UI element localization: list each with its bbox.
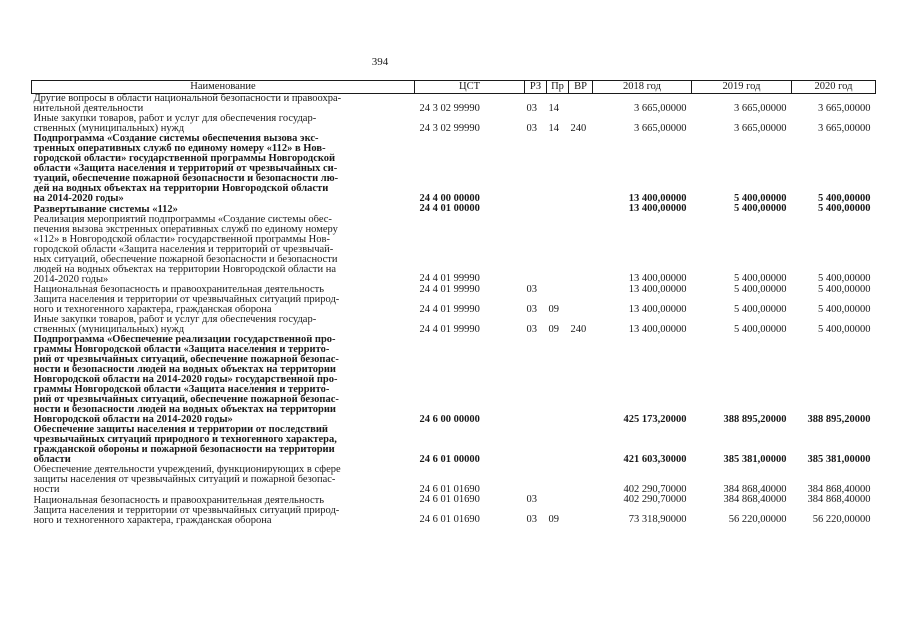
table-row	[32, 204, 876, 215]
cell-pr: 14	[548, 102, 559, 114]
cell-2019: 388 895,20000	[723, 413, 787, 425]
column-header-2019: 2019 год	[692, 81, 792, 94]
cell-pr	[547, 134, 569, 204]
column-header-2020: 2020 год	[792, 81, 876, 94]
cell-cst: 24 4 00 00000	[419, 192, 480, 204]
cell-rz	[525, 204, 547, 215]
cell-2019: 5 400,00000	[734, 323, 787, 335]
cell-2018: 13 400,00000	[628, 303, 687, 315]
cell-pr: 14	[548, 122, 559, 134]
column-header-cst: ЦСТ	[415, 81, 525, 94]
cell-pr	[547, 495, 569, 506]
cell-2020: 5 400,00000	[818, 284, 871, 295]
cell-2018: 13 400,00000	[628, 273, 687, 284]
cell-name: Национальная безопасность и правоохранительная деятельность	[33, 284, 325, 295]
cell-2019: 384 868,40000	[723, 495, 787, 505]
table-row	[32, 465, 876, 495]
column-header-vr: ВР	[569, 81, 593, 94]
cell-rz: 03	[526, 514, 537, 525]
cell-name: Обеспечение деятельности учреждений, функционирующих в сфере защиты населения от чрезвычайных ситуаций и пожарной безопас- ности	[33, 465, 341, 495]
column-header-name: Наименование	[32, 81, 415, 94]
cell-cst: 24 4 01 99990	[419, 323, 480, 335]
cell-2019: 385 381,00000	[723, 453, 787, 465]
cell-pr	[547, 285, 569, 296]
cell-rz: 03	[526, 122, 537, 134]
table-row	[32, 134, 876, 204]
cell-rz: 03	[526, 303, 537, 315]
cell-rz: 03	[526, 323, 537, 335]
cell-vr	[569, 94, 593, 115]
cell-vr	[569, 465, 593, 495]
cell-2018: 425 173,20000	[623, 413, 687, 425]
cell-2020: 5 400,00000	[818, 204, 871, 214]
cell-vr: 240	[570, 122, 587, 134]
cell-2018: 13 400,00000	[628, 284, 687, 295]
cell-name: Развертывание системы «112»	[33, 204, 178, 215]
cell-2019: 5 400,00000	[734, 273, 787, 284]
cell-vr	[569, 134, 593, 204]
cell-name: Реализация мероприятий подпрограммы «Создание системы обес- печения вызова экстренных оперативных служб по единому номеру «112» в Новгородской области» государственной программы Нов- городской области «Защита населения и территорий от чрезвычай- ных ситуаций, обеспечение пожарной безопасности и безопасности людей на водных объектах на территории Новгородской области на 2014-2020 годы»	[33, 214, 338, 285]
cell-2018: 421 603,30000	[623, 453, 687, 465]
table-row	[32, 285, 876, 296]
cell-cst: 24 4 01 99990	[419, 303, 480, 315]
cell-2018: 402 290,70000	[623, 483, 687, 495]
cell-pr	[547, 204, 569, 215]
column-header-rz: РЗ	[525, 81, 547, 94]
cell-pr	[547, 215, 569, 285]
cell-2019: 5 400,00000	[734, 284, 787, 295]
cell-pr: 09	[548, 514, 559, 525]
cell-2019: 56 220,00000	[728, 514, 787, 525]
cell-cst: 24 3 02 99990	[419, 102, 480, 114]
cell-pr: 09	[548, 323, 559, 335]
cell-rz: 03	[526, 102, 537, 114]
cell-vr	[569, 285, 593, 296]
cell-vr	[569, 335, 593, 425]
cell-vr	[569, 495, 593, 506]
table-row	[32, 495, 876, 506]
cell-rz	[525, 465, 547, 495]
table-header-row	[32, 81, 876, 94]
cell-name: Подпрограмма «Обеспечение реализации государственной про- граммы Новгородской области «Защита населения и террито- рий от чрезвычайных ситуаций, обеспечение пожарной безопас- ности и безопасности людей на водных объектах на территории Новгородской области на 2014-2020 годы» государственной про- граммы Новгородской области «Защита населения и террито- рий от чрезвычайных ситуаций, обеспечение пожарной безопас- ности и безопасности людей на водных объектах на территории Новгородской области на 2014-2020 годы»	[33, 335, 339, 425]
cell-2019: 5 400,00000	[734, 192, 787, 204]
cell-2018: 3 665,00000	[634, 102, 687, 114]
cell-2018: 13 400,00000	[628, 204, 687, 214]
cell-vr	[569, 295, 593, 315]
cell-vr: 240	[570, 323, 587, 335]
cell-name: Защита населения и территории от чрезвычайных ситуаций природ- ного и техногенного характера, гражданская оборона	[33, 295, 340, 315]
cell-cst: 24 4 01 99990	[419, 284, 480, 295]
cell-cst: 24 4 01 99990	[419, 273, 480, 284]
cell-pr	[547, 335, 569, 425]
cell-2020: 5 400,00000	[818, 192, 871, 204]
cell-2019: 3 665,00000	[734, 122, 787, 134]
cell-rz	[525, 425, 547, 465]
cell-2020: 5 400,00000	[818, 303, 871, 315]
cell-2020: 384 868,40000	[807, 483, 871, 495]
cell-name: Иные закупки товаров, работ и услуг для обеспечения государ- ственных (муниципальных) нужд	[33, 315, 317, 335]
cell-rz: 03	[526, 284, 537, 295]
table-row	[32, 94, 876, 115]
cell-2020: 3 665,00000	[818, 122, 871, 134]
cell-2020: 5 400,00000	[818, 323, 871, 335]
cell-rz	[525, 215, 547, 285]
cell-pr	[547, 465, 569, 495]
cell-name: Другие вопросы в области национальной безопасности и правоохра- нительной деятельности	[33, 93, 342, 114]
table-row	[32, 335, 876, 425]
cell-name: Иные закупки товаров, работ и услуг для обеспечения государ- ственных (муниципальных) нужд	[33, 114, 317, 134]
column-header-2018: 2018 год	[593, 81, 692, 94]
cell-vr	[569, 506, 593, 526]
table-row	[32, 215, 876, 285]
cell-cst: 24 6 01 01690	[419, 514, 480, 525]
cell-2020: 384 868,40000	[807, 495, 871, 505]
cell-2018: 402 290,70000	[623, 495, 687, 505]
cell-vr	[569, 215, 593, 285]
cell-name: Национальная безопасность и правоохранительная деятельность	[33, 495, 325, 506]
cell-2020: 3 665,00000	[818, 102, 871, 114]
cell-cst: 24 3 02 99990	[419, 122, 480, 134]
cell-pr: 09	[548, 303, 559, 315]
cell-cst: 24 6 01 01690	[419, 483, 480, 495]
cell-vr	[569, 425, 593, 465]
cell-cst: 24 6 00 00000	[419, 413, 480, 425]
cell-cst: 24 4 01 00000	[419, 204, 480, 214]
cell-name: Подпрограмма «Создание системы обеспечения вызова экс- тренных оперативных служб по единому номеру «112» в Нов- городской области» государственной программы Новгородской области «Защита населения и территорий от чрезвычайных си- туаций, обеспечение пожарной безопасности и безопасности лю- дей на водных объектах на территории Новгородской области на 2014-2020 годы»	[33, 134, 339, 204]
budget-table	[31, 80, 876, 526]
cell-name: Обеспечение защиты населения и территории от последствий чрезвычайных ситуаций природного и техногенного характера, гражданской обороны и пожарной безопасности на территории области	[33, 425, 337, 465]
table-row	[32, 425, 876, 465]
table-row	[32, 315, 876, 335]
cell-name: Защита населения и территории от чрезвычайных ситуаций природ- ного и техногенного характера, гражданская оборона	[33, 505, 340, 526]
cell-pr	[547, 425, 569, 465]
cell-cst: 24 6 01 00000	[419, 453, 480, 465]
table-row	[32, 114, 876, 134]
cell-2020: 56 220,00000	[812, 514, 871, 525]
cell-2020: 5 400,00000	[818, 273, 871, 284]
cell-2018: 3 665,00000	[634, 122, 687, 134]
page-number: 394	[371, 56, 389, 68]
cell-2020: 388 895,20000	[807, 413, 871, 425]
table-body	[32, 94, 876, 526]
cell-rz	[525, 134, 547, 204]
cell-2019: 384 868,40000	[723, 483, 787, 495]
cell-2018: 73 318,90000	[628, 514, 687, 525]
column-header-pr: Пр	[547, 81, 569, 94]
cell-rz: 03	[526, 495, 537, 505]
cell-2019: 5 400,00000	[734, 303, 787, 315]
cell-rz	[525, 335, 547, 425]
cell-2018: 13 400,00000	[628, 192, 687, 204]
cell-2020: 385 381,00000	[807, 453, 871, 465]
table-row	[32, 295, 876, 315]
cell-vr	[569, 204, 593, 215]
cell-2018: 13 400,00000	[628, 323, 687, 335]
cell-2019: 5 400,00000	[734, 204, 787, 214]
table-row	[32, 506, 876, 526]
cell-2019: 3 665,00000	[734, 102, 787, 114]
cell-cst: 24 6 01 01690	[419, 495, 480, 505]
